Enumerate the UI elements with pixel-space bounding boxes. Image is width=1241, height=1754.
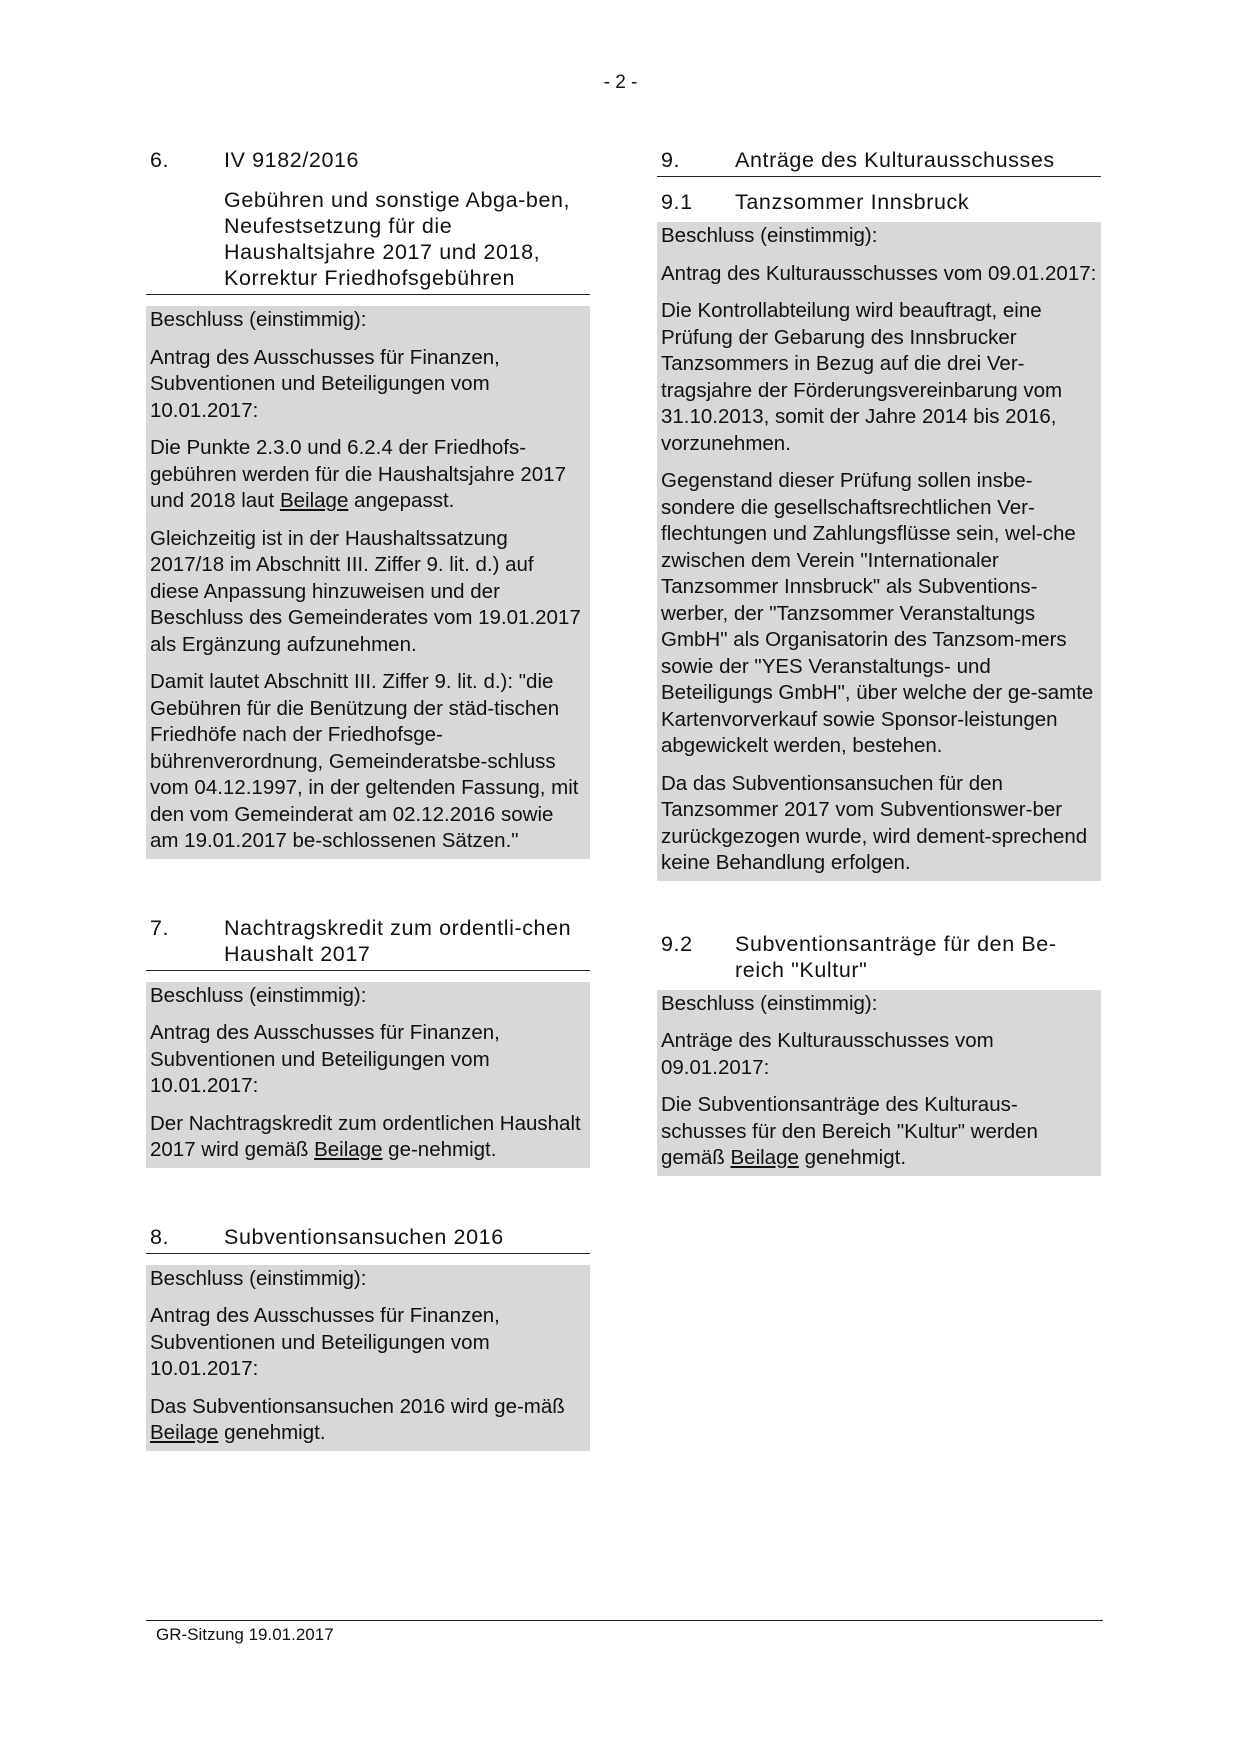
right-column [657, 147, 1101, 1176]
section-9-1 [657, 189, 1101, 881]
section-7 [146, 915, 590, 1168]
page-number: - 2 - [603, 72, 638, 93]
attachment-link[interactable]: Beilage [314, 1138, 383, 1161]
section-8-heading [146, 1224, 590, 1254]
section-title: Anträge des Kulturausschusses [735, 148, 1055, 172]
resolution-box [657, 222, 1101, 881]
resolution-box [657, 990, 1101, 1176]
attachment-link[interactable]: Beilage [150, 1421, 219, 1444]
decision-label: Beschluss (einstimmig): [150, 308, 367, 331]
section-number: 8. [150, 1224, 170, 1249]
section-number: 9.2 [661, 931, 693, 956]
section-9-2-heading [657, 931, 1101, 986]
resolution-paragraph: Gleichzeitig ist in der Haushaltssatzung 2017/18 im Abschnitt III. Ziffer 9. lit. d.) auf diese Anpassung hinzuweisen und der Beschluss des Gemeinderates vom 19.01.2017 als Ergänzung aufzunehmen. [150, 526, 581, 656]
section-id: IV 9182/2016 [224, 148, 360, 172]
section-title: Nachtragskredit zum ordentli-chen Haushalt 2017 [224, 915, 572, 966]
section-number: 6. [150, 148, 170, 172]
section-title: Tanzsommer Innsbruck [735, 190, 970, 214]
section-9-2 [657, 931, 1101, 1176]
section-6-title: Gebühren und sonstige Abga-ben, Neufestsetzung für die Haushaltsjahre 2017 und 2018, Korrektur Friedhofsgebühren [146, 176, 590, 295]
resolution-paragraph: Gegenstand dieser Prüfung sollen insbe-sondere die gesellschaftsrechtlichen Ver-flechtungen und Zahlungsflüsse sein, wel-che zwischen dem Verein "Internationaler Tanzsommer Innsbruck" als Subventions-werber, der "Tanzsommer Veranstaltungs GmbH" als Organisatorin des Tanzsom-mers sowie der "YES Veranstaltungs- und Beteiligungs GmbH", über welche der ge-samte Kartenvorverkauf sowie Sponsor-leistungen abgewickelt werden, bestehen. [661, 469, 1094, 757]
resolution-paragraph: Die Subventionsanträge des Kulturaus-schusses für den Bereich "Kultur" werden gemäß Beilage genehmigt. [661, 1093, 1038, 1169]
decision-label: Beschluss (einstimmig): [150, 983, 367, 1007]
motion-text: Antrag des Ausschusses für Finanzen, Subventionen und Beteiligungen vom 10.01.2017: [150, 1304, 500, 1380]
resolution-paragraph: Das Subventionsansuchen 2016 wird ge-mäß Beilage genehmigt. [150, 1394, 565, 1444]
attachment-link[interactable]: Beilage [279, 489, 349, 512]
decision-label: Beschluss (einstimmig): [661, 224, 878, 247]
decision-label: Beschluss (einstimmig): [150, 1266, 367, 1290]
attachment-link[interactable]: Beilage [730, 1146, 799, 1169]
resolution-paragraph: Da das Subventionsansuchen für den Tanzsommer 2017 vom Subventionswer-ber zurückgezogen wurde, wird dement-sprechend keine Behandlung erfolgen. [661, 771, 1088, 874]
footer-divider [146, 1620, 1103, 1621]
motion-text: Antrag des Ausschusses für Finanzen, Subventionen und Beteiligungen vom 10.01.2017: [150, 345, 500, 422]
motion-text: Antrag des Kulturausschusses vom 09.01.2017: [661, 261, 1097, 285]
section-9-heading [657, 147, 1101, 177]
motion-text: Anträge des Kulturausschusses vom 09.01.2017: [661, 1029, 994, 1079]
section-8 [146, 1224, 590, 1451]
section-7-heading [146, 915, 590, 971]
resolution-paragraph: Der Nachtragskredit zum ordentlichen Haushalt 2017 wird gemäß Beilage ge-nehmigt. [150, 1111, 581, 1161]
footer-text: GR-Sitzung 19.01.2017 [156, 1625, 334, 1644]
section-number: 9. [661, 148, 681, 172]
motion-text: Antrag des Ausschusses für Finanzen, Subventionen und Beteiligungen vom 10.01.2017: [150, 1021, 500, 1097]
resolution-box [146, 306, 590, 859]
section-6 [146, 147, 590, 859]
resolution-box [146, 1265, 590, 1451]
section-number: 9.1 [661, 190, 693, 214]
left-column [146, 147, 590, 1451]
resolution-paragraph: Damit lautet Abschnitt III. Ziffer 9. lit. d.): "die Gebühren für die Benützung der städ-tischen Friedhöfe nach der Friedhofsge-bührenverordnung, Gemeinderatsbe-schluss vom 04.12.1997, in der geltenden Fassung, mit den vom Gemeinderat am 02.12.2016 sowie am 19.01.2017 be-schlossenen Sätzen." [150, 670, 579, 852]
section-number: 7. [150, 915, 170, 940]
resolution-paragraph: Die Kontrollabteilung wird beauftragt, eine Prüfung der Gebarung des Innsbrucker Tanzsommers in Bezug auf die drei Ver-tragsjahre der Förderungsvereinbarung vom 31.10.2013, somit der Jahre 2014 bis 2016, vorzunehmen. [661, 299, 1063, 455]
section-title: Subventionsansuchen 2016 [224, 1224, 504, 1249]
section-9-1-heading [657, 189, 1101, 218]
resolution-paragraph: Die Punkte 2.3.0 und 6.2.4 der Friedhofs-gebühren werden für die Haushaltsjahre 2017 und 2018 laut Beilage angepasst. [150, 436, 566, 512]
section-6-heading [146, 147, 590, 176]
section-title: Subventionsanträge für den Be-reich "Kultur" [735, 931, 1057, 982]
decision-label: Beschluss (einstimmig): [661, 991, 878, 1015]
resolution-box [146, 982, 590, 1168]
